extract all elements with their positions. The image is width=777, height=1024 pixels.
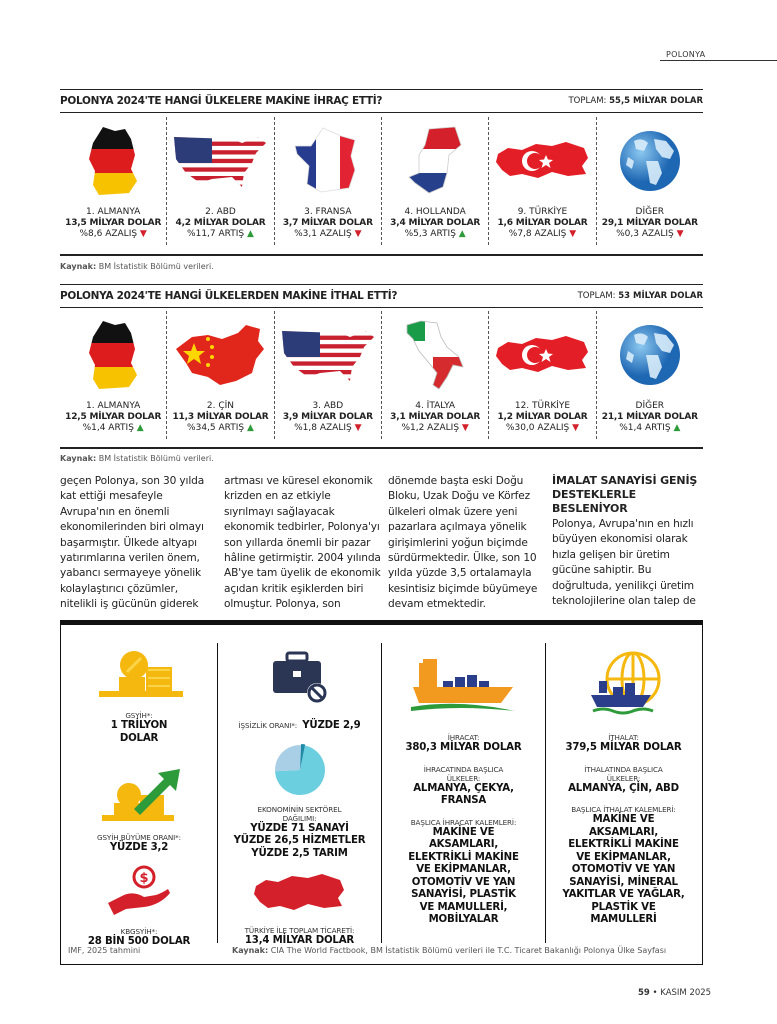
usa-flag-map-icon [167,123,273,199]
imports-country-card [60,311,166,439]
money-hand-icon [104,865,174,917]
import-countries-label: İTHALATINDA BAŞLICA ÜLKELER: [584,764,663,783]
export-countries-label: İHRACATINDA BAŞLICA ÜLKELER: [423,764,504,783]
turkey-map-icon [252,868,348,916]
country-change: %7,8 AZALIŞ ▼ [508,229,577,239]
country-value: 13,5 MİLYAR DOLAR [65,218,162,228]
germany-flag-map-icon [60,123,166,199]
country-rank-label: 9. TÜRKİYE [517,207,568,217]
gdp-value: 1 TRİLYON DOLAR [110,720,168,744]
country-change: %8,6 AZALIŞ ▼ [79,229,147,239]
sector-line-services: YÜZDE 26,5 HİZMETLER [233,835,366,846]
country-value: 12,5 MİLYAR DOLAR [65,412,162,422]
exports-title: POLONYA 2024'TE HANGİ ÜLKELERE MAKİNE İHRAÇ ETTİ? [60,95,383,107]
trend-up-icon: ▲ [455,229,466,239]
gdp-label: GSYİH*: [125,711,153,720]
exports-country-card [274,117,381,245]
factbox-col-exports [381,643,545,943]
exports-bottom-rule [60,254,703,256]
country-rank-label: 2. ABD [205,207,236,217]
unemployment-briefcase-icon [265,649,335,707]
imports-bottom-rule [60,447,703,449]
import-items: MAKİNE VE AKSAMLARI, ELEKTRİKLİ MAKİNE VE EKİPMANLAR, OTOMOTİV VE YAN SANAYİSİ, MİNERAL YAKITLAR VE YAĞLAR, PLASTİK VE MAMULLERİ [562,814,685,925]
trend-up-icon: ▲ [133,423,144,433]
turkey-trade-value: 13,4 MİLYAR DOLAR [244,935,355,946]
imports-country-card [596,311,703,439]
country-value: 21,1 MİLYAR DOLAR [601,412,698,422]
country-change: %1,2 AZALIŞ ▼ [401,423,469,433]
netherlands-flag-map-icon [382,123,488,199]
country-change: %1,4 ARTIŞ ▲ [82,423,144,433]
exports-country-card [381,117,488,245]
country-change: %11,7 ARTIŞ ▲ [187,229,254,239]
france-flag-map-icon [275,123,381,199]
import-items-label: BAŞLICA İTHALAT KALEMLERİ: [571,805,676,814]
exports-total: TOPLAM: 55,5 MİLYAR DOLAR [568,96,703,106]
trend-down-icon: ▼ [137,229,147,239]
unemployment: İŞSİZLİK ORANI*: YÜZDE 2,9 [238,720,361,731]
italy-flag-map-icon [382,317,488,393]
imports-country-card [381,311,488,439]
imports-source: Kaynak: BM İstatistik Bölümü verileri. [60,454,214,463]
exports-country-card [488,117,595,245]
growth-value: YÜZDE 3,2 [109,842,169,853]
turkey-flag-map-icon [489,123,595,199]
pie-slice-services [275,745,301,771]
import-label: İTHALAT: [608,733,639,742]
country-rank-label: 4. İTALYA [415,401,456,411]
country-change: %1,8 AZALIŞ ▼ [294,423,362,433]
country-rank-label: 1. ALMANYA [86,401,141,411]
growth-coins-arrow-icon [94,765,184,825]
exports-country-card [596,117,703,245]
article-column-1: geçen Polonya, son 30 yılda kat ettiği mesafeyle Avrupa'nın en önemli ekonomilerinden biri olmayı başarmıştır. Ülkede altyapı yatırımlarına verilen önem, yabancı sermayeye yönelik kolaylaştırıcı çözümler, nitelikli iş gücünün giderek [60,475,205,611]
china-flag-map-icon [167,317,273,393]
country-rank-label: 4. HOLLANDA [404,207,466,217]
exports-country-card [60,117,166,245]
export-value: 380,3 MİLYAR DOLAR [405,742,522,753]
issue-date: KASIM 2025 [660,988,712,998]
turkey-trade-label: TÜRKİYE İLE TOPLAM TİCARETİ: [244,926,355,935]
country-change: %34,5 ARTIŞ ▲ [187,423,254,433]
trend-down-icon: ▼ [351,229,362,239]
country-value: 3,1 MİLYAR DOLAR [390,412,481,422]
gold-coins-icon [94,647,184,699]
country-rank-label: DİĞER [635,207,665,217]
turkey-flag-map-icon [489,317,595,393]
export-label: İHRACAT: [447,733,480,742]
imports-row [60,311,703,439]
sector-pie-chart [270,743,330,797]
export-items-label: BAŞLICA İHRACAT KALEMLERİ: [410,817,517,827]
cargo-ship-icon [409,653,519,717]
country-change: %1,4 ARTIŞ ▲ [619,423,681,433]
per-capita-label: KBGSYİH*: [120,926,158,936]
country-value: 1,6 MİLYAR DOLAR [497,218,588,228]
trend-up-icon: ▲ [670,423,681,433]
country-value: 1,2 MİLYAR DOLAR [497,412,588,422]
page-footer: 59 • KASIM 2025 [638,988,712,998]
export-countries: ALMANYA, ÇEKYA, FRANSA [413,782,514,806]
country-rank-label: 12. TÜRKİYE [514,401,571,411]
page-number: 59 [638,988,650,998]
factbox-source: Kaynak: CIA The World Factbook, BM İstatistik Bölümü verileri ile T.C. Ticaret Bakanlığı Polonya Ülke Sayfası [232,946,667,955]
export-items: MAKİNE VE AKSAMLARI, ELEKTRİKLİ MAKİNE VE EKİPMANLAR, OTOMOTİV VE YAN SANAYİSİ, PLASTİK VE MAMULLERİ, MOBİLYALAR [408,826,519,925]
globe-icon [597,123,703,199]
imports-total: TOPLAM: 53 MİLYAR DOLAR [577,291,703,301]
imports-title: POLONYA 2024'TE HANGİ ÜLKELERDEN MAKİNE İTHAL ETTİ? [60,290,398,302]
subheading: İMALAT SANAYİSİ GENİŞ DESTEKLERLE BESLENİYOR [552,474,698,515]
country-rank-label: 3. FRANSA [304,207,352,217]
exports-source: Kaynak: BM İstatistik Bölümü verileri. [60,262,214,271]
factbox-col-labor [217,643,381,946]
trend-down-icon: ▼ [351,423,362,433]
sector-line-agriculture: YÜZDE 2,5 TARIM [251,847,348,859]
imports-country-card [166,311,273,439]
article-column-4-body: Polonya, Avrupa'nın en hızlı büyüyen ekonomisi olarak hızla gelişen bir üretim gücüne sahiptir. Bu doğrultuda, yenilikçi üretim teknolojilerine olan talep de [552,518,696,608]
per-capita-value: 28 BİN 500 DOLAR [87,935,191,947]
usa-flag-map-icon [275,317,381,393]
section-tag: POLONYA [666,50,706,59]
trend-down-icon: ▼ [569,423,580,433]
country-rank-label: 1. ALMANYA [86,207,141,217]
import-countries: ALMANYA, ÇİN, ABD [568,782,679,794]
sector-label: EKONOMİNİN SEKTÖREL DAĞILIMI: [257,804,342,823]
trend-up-icon: ▲ [244,423,254,433]
trend-down-icon: ▼ [459,423,469,433]
country-value: 29,1 MİLYAR DOLAR [601,218,698,228]
exports-row [60,117,703,245]
exports-country-card [166,117,273,245]
country-rank-label: DİĞER [635,401,665,411]
country-rank-label: 3. ABD [312,401,344,411]
article-column-2: artması ve küresel ekonomik krizden en az etkiyle sıyrılmayı sağlayacak ekonomik tedbirler, Polonya'yı son yıllarda önemli bir pazar hâline getirmiştir. 2004 yılında AB'ye tam üyelik de ekonomik açıdan kritik eşiklerden biri olmuştur. Polonya, son [224,475,381,611]
country-value: 3,9 MİLYAR DOLAR [282,412,373,422]
trend-up-icon: ▲ [244,229,254,239]
country-value: 11,3 MİLYAR DOLAR [172,412,269,422]
imports-country-card [488,311,595,439]
factbox-col-imports [545,643,701,943]
country-rank-label: 2. ÇİN [206,401,235,411]
factbox-footnote: IMF, 2025 tahmini [68,946,141,955]
section-tag-rule [660,60,777,61]
country-value: 3,4 MİLYAR DOLAR [390,218,481,228]
globe-icon [597,317,703,393]
trend-down-icon: ▼ [673,229,684,239]
article-column-3: dönemde başta eski Doğu Bloku, Uzak Doğu ve Körfez ülkeleri olmak üzere yeni pazarlara açılmaya yönelik girişimlerini yoğun biçimde sürdürmektedir. Ülke, son 10 yılda yüzde 3,5 ortalamayla kesintisiz biçimde büyümeye devam etmektedir. [388,475,538,611]
country-change: %5,3 ARTIŞ ▲ [404,229,466,239]
exports-header [60,89,703,113]
import-value: 379,5 MİLYAR DOLAR [565,742,682,753]
svg-text:$: $ [139,870,149,886]
country-change: %3,1 AZALIŞ ▼ [294,229,362,239]
country-change: %30,0 AZALIŞ ▼ [505,423,580,433]
germany-flag-map-icon [60,317,166,393]
factbox-col-gdp [61,643,217,947]
trend-down-icon: ▼ [566,229,577,239]
country-change: %0,3 AZALIŞ ▼ [616,229,684,239]
country-value: 4,2 MİLYAR DOLAR [175,218,266,228]
country-value: 3,7 MİLYAR DOLAR [282,218,373,228]
growth-label: GSYİH BÜYÜME ORANI*: [97,833,181,842]
imports-country-card [274,311,381,439]
article-column-4 [552,474,709,609]
imports-header [60,284,703,308]
globe-ship-icon [569,649,679,717]
fact-box [60,620,703,965]
sector-line-industry: YÜZDE 71 SANAYİ [250,822,349,834]
